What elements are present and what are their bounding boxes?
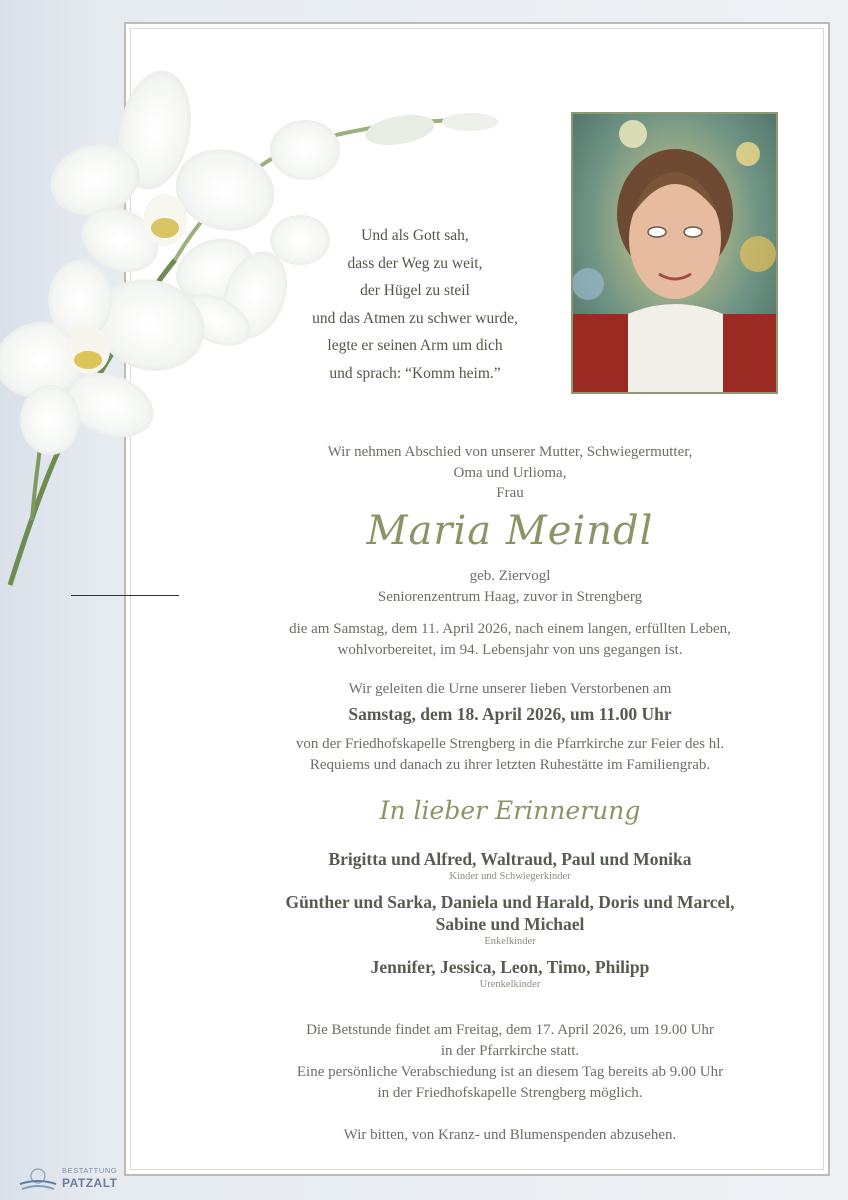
prayer-line-2: in der Pfarrkirche statt. bbox=[440, 1043, 580, 1059]
patzalt-logo-icon bbox=[18, 1164, 58, 1194]
poem-line-5: legte er seinen Arm um dich bbox=[327, 337, 503, 354]
prayer-info bbox=[250, 1020, 770, 1104]
prayer-line-3: Eine persönliche Verabschiedung ist an diesem Tag bereits ab 9.00 Uhr bbox=[296, 1064, 724, 1080]
death-notice-line-1: die am Samstag, dem 11. April 2026, nach einem langen, erfüllten Leben, bbox=[289, 621, 731, 637]
fold-line bbox=[71, 595, 179, 596]
intro-line-2: Oma und Urlioma, bbox=[453, 464, 567, 481]
prayer-line-4: in der Friedhofskapelle Strengberg möglich. bbox=[377, 1085, 643, 1101]
birth-name: geb. Ziervogl bbox=[469, 568, 551, 584]
poem-line-3: der Hügel zu steil bbox=[360, 282, 470, 299]
intro-line-1: Wir nehmen Abschied von unserer Mutter, Schwiegermutter, bbox=[327, 444, 693, 460]
logo-name: PATZALT bbox=[62, 1176, 118, 1190]
intro-line-3: Frau bbox=[496, 485, 524, 501]
poem-line-1: Und als Gott sah, bbox=[361, 227, 469, 244]
logo-label: BESTATTUNG bbox=[62, 1166, 118, 1175]
residence: Seniorenzentrum Haag, zuvor in Strengberg bbox=[377, 588, 643, 605]
funeral-line-2: Requiems und danach zu ihrer letzten Ruhestätte im Familiengrab. bbox=[309, 756, 711, 773]
portrait-photo bbox=[571, 112, 778, 394]
poem-line-2: dass der Weg zu weit, bbox=[347, 254, 483, 272]
poem-line-4: und das Atmen zu schwer wurde, bbox=[312, 309, 518, 327]
poem-line-6: und sprach: “Komm heim.” bbox=[329, 364, 501, 382]
family-grandchildren-relation: Enkelkinder bbox=[484, 936, 536, 947]
funeral-line-1: von der Friedhofskapelle Strengberg in die Pfarrkirche zur Feier des hl. bbox=[295, 736, 725, 752]
closing-note: Wir bitten, von Kranz- und Blumenspenden abzusehen. bbox=[343, 1127, 677, 1143]
intro-text bbox=[250, 442, 770, 504]
funeral-intro: Wir geleiten die Urne unserer lieben Verstorbenen am bbox=[348, 681, 672, 697]
funeral-date: Samstag, dem 18. April 2026, um 11.00 Uhr bbox=[348, 704, 672, 724]
death-notice-line-2: wohlvorbereitet, im 94. Lebensjahr von uns gegangen ist. bbox=[337, 641, 683, 658]
prayer-line-1: Die Betstunde findet am Freitag, dem 17. April 2026, um 19.00 Uhr bbox=[306, 1022, 714, 1038]
family-great-grandchildren: Jennifer, Jessica, Leon, Timo, Philipp bbox=[370, 957, 650, 977]
family-grandchildren-line-1: Günther und Sarka, Daniela und Harald, Doris und Marcel, bbox=[285, 892, 735, 912]
poem bbox=[260, 222, 570, 387]
family-list bbox=[250, 848, 770, 991]
family-children-relation: Kinder und Schwiegerkinder bbox=[449, 871, 571, 882]
death-notice bbox=[250, 619, 770, 660]
funeral-details bbox=[250, 734, 770, 775]
memory-heading: In lieber Erinnerung bbox=[379, 796, 641, 825]
family-children: Brigitta und Alfred, Waltraud, Paul und Monika bbox=[328, 849, 692, 869]
family-great-grandchildren-relation: Urenkelkinder bbox=[479, 979, 541, 990]
deceased-details bbox=[250, 566, 770, 607]
deceased-name: Maria Meindl bbox=[366, 508, 654, 554]
family-grandchildren-line-2: Sabine und Michael bbox=[435, 914, 585, 934]
